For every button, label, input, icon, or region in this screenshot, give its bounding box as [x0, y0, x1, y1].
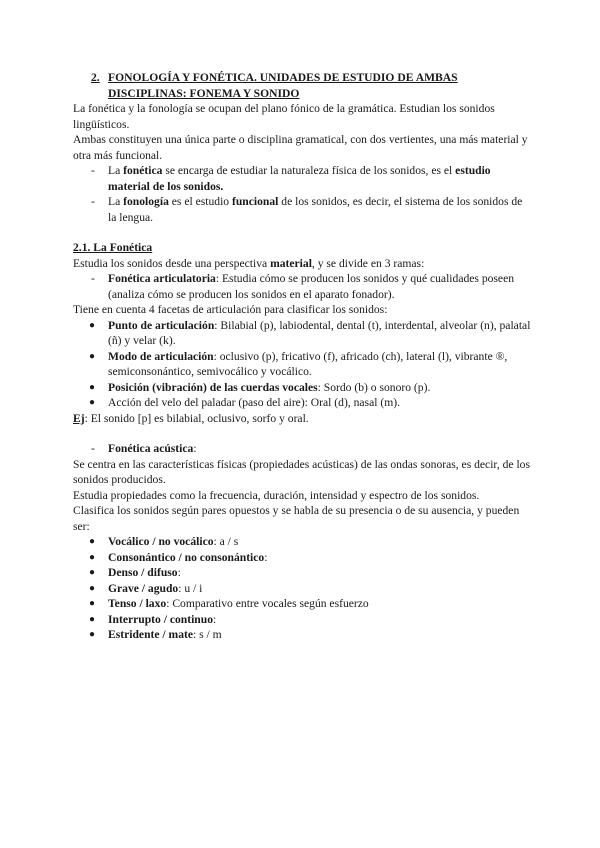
- definition-fonetica: - La fonética se encarga de estudiar la naturaleza física de los sonidos, es el estudio material de los sonidos.: [73, 163, 531, 194]
- faceta-item: ● Posición (vibración) de las cuerdas vocales: Sordo (b) o sonoro (p).: [73, 380, 531, 396]
- acustica-paragraph-3: Clasifica los sonidos según pares opuestos y se habla de su presencia o de su ausencia, y pueden ser:: [73, 504, 520, 533]
- par-item: ● Denso / difuso:: [73, 565, 531, 581]
- par-item: ● Tenso / laxo: Comparativo entre vocales según esfuerzo: [73, 596, 531, 612]
- acustica-paragraph-2: Estudia propiedades como la frecuencia, duración, intensidad y espectro de los sonidos.: [73, 488, 480, 502]
- bullet-marker: ●: [89, 551, 96, 563]
- facetas-intro: Tiene en cuenta 4 facetas de articulación para clasificar los sonidos:: [73, 303, 388, 316]
- bullet-marker: ●: [89, 598, 96, 609]
- section-number: 2.: [91, 71, 100, 84]
- intro-paragraph-1: La fonética y la fonología se ocupan del plano fónico de la gramática. Estudian los sonidos lingüísticos.: [73, 102, 495, 131]
- bullet-marker: ●: [89, 381, 96, 393]
- branch-articulatoria: - Fonética articulatoria: Estudia cómo se producen los sonidos y qué cualidades poseen (analiza cómo se producen los sonidos en el aparato fonador).: [73, 271, 531, 302]
- branch-acustica: - Fonética acústica:: [73, 441, 531, 457]
- bullet-marker: ●: [89, 629, 96, 640]
- faceta-item: ● Punto de articulación: Bilabial (p), labiodental, dental (t), interdental, alveolar (n), palatal (ñ) y velar (k).: [73, 318, 531, 349]
- dash-marker: -: [91, 442, 95, 455]
- document-page: [73, 70, 531, 643]
- section-title: FONOLOGÍA Y FONÉTICA. UNIDADES DE ESTUDIO DE AMBAS DISCIPLINAS: FONEMA Y SONIDO: [108, 71, 458, 100]
- faceta-item: ● Modo de articulación: oclusivo (p), fricativo (f), africado (ch), lateral (l), vibrante ®, semiconsonántico, semivocálico y vocálico.: [73, 349, 531, 380]
- example-line: Ej: El sonido [p] es bilabial, oclusivo, sorfo y oral.: [73, 411, 309, 425]
- faceta-item: ● Acción del velo del paladar (paso del aire): Oral (d), nasal (m).: [73, 395, 531, 411]
- par-item: ● Estridente / mate: s / m: [73, 627, 531, 643]
- definition-fonologia: - La fonología es el estudio funcional de los sonidos, es decir, el sistema de los sonidos de la lengua.: [73, 194, 531, 225]
- dash-marker: -: [91, 195, 95, 208]
- bullet-marker: ●: [89, 350, 96, 362]
- subsection-heading-fonetica: 2.1. La Fonética: [73, 241, 153, 254]
- section-heading: [91, 70, 531, 101]
- acustica-paragraph-1: Se centra en las características físicas (propiedades acústicas) de las ondas sonoras, es decir, de los sonidos producidos.: [73, 457, 530, 486]
- par-item: ● Consonántico / no consonántico:: [73, 550, 531, 566]
- dash-marker: -: [91, 164, 95, 177]
- dash-marker: -: [91, 272, 95, 285]
- bullet-marker: ●: [89, 319, 96, 331]
- bullet-marker: ●: [89, 613, 96, 625]
- bullet-marker: ●: [89, 567, 96, 578]
- par-item: ● Grave / agudo: u / i: [73, 581, 531, 597]
- fonetica-intro: Estudia los sonidos desde una perspectiva material, y se divide en 3 ramas:: [73, 256, 425, 270]
- intro-paragraph-2: Ambas constituyen una única parte o disciplina gramatical, con dos vertientes, una más material y otra más funcional.: [73, 133, 528, 162]
- par-item: ● Vocálico / no vocálico: a / s: [73, 534, 531, 550]
- par-item: ● Interrupto / continuo:: [73, 612, 531, 628]
- bullet-marker: ●: [89, 536, 96, 547]
- bullet-marker: ●: [89, 582, 96, 594]
- bullet-marker: ●: [89, 397, 96, 408]
